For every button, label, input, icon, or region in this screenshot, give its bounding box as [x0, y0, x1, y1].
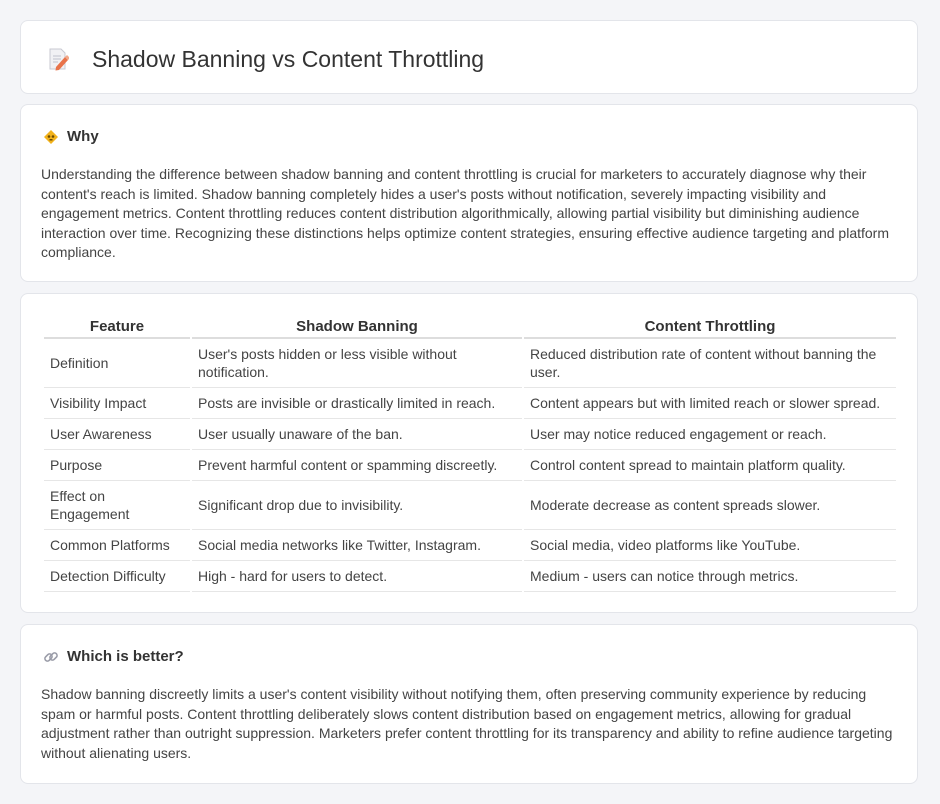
feature-cell: Detection Difficulty [44, 561, 190, 592]
shadow-banning-cell: Significant drop due to invisibility. [192, 481, 522, 530]
table-row [44, 481, 896, 530]
why-heading: Why [67, 128, 99, 145]
table-row [44, 419, 896, 450]
shadow-banning-cell: User's posts hidden or less visible without notification. [192, 339, 522, 388]
table-row [44, 530, 896, 561]
lightbulb-icon [43, 129, 59, 145]
column-header: Content Throttling [524, 316, 896, 339]
content-throttling-cell: Moderate decrease as content spreads slower. [524, 481, 896, 530]
table-header-row [44, 316, 896, 339]
content-throttling-cell: User may notice reduced engagement or reach. [524, 419, 896, 450]
table-row [44, 339, 896, 388]
shadow-banning-cell: High - hard for users to detect. [192, 561, 522, 592]
feature-cell: Common Platforms [44, 530, 190, 561]
comparison-table [42, 316, 898, 592]
title-card [20, 20, 918, 94]
table-row [44, 388, 896, 419]
which-is-better-heading: Which is better? [67, 648, 184, 665]
content-throttling-cell: Social media, video platforms like YouTube. [524, 530, 896, 561]
link-icon [43, 649, 59, 665]
content-throttling-cell: Medium - users can notice through metrics. [524, 561, 896, 592]
shadow-banning-cell: Posts are invisible or drastically limited in reach. [192, 388, 522, 419]
column-header: Shadow Banning [192, 316, 522, 339]
content-throttling-cell: Control content spread to maintain platform quality. [524, 450, 896, 481]
table-row [44, 561, 896, 592]
feature-cell: Definition [44, 339, 190, 388]
page-title: Shadow Banning vs Content Throttling [92, 46, 485, 72]
feature-cell: Effect on Engagement [44, 481, 190, 530]
which-is-better-text: Shadow banning discreetly limits a user's content visibility without notifying them, often preserving community experience by reducing spam or harmful posts. Content throttling deliberately slows content distribution based on engagement metrics, allowing for gradual adjustment rather than outright suppression. Marketers prefer content throttling for its transparency and ability to refine audience targeting without alienating users. [41, 686, 893, 761]
content-throttling-cell: Reduced distribution rate of content without banning the user. [524, 339, 896, 388]
why-text: Understanding the difference between shadow banning and content throttling is crucial for marketers to accurately diagnose why their content's reach is limited. Shadow banning completely hides a user's posts without notification, severely impacting visibility and engagement metrics. Content throttling reduces content distribution algorithmically, allowing partial visibility but diminishing audience interaction over time. Recognizing these distinctions helps optimize content strategies, ensuring effective audience targeting and platform compliance. [41, 166, 889, 261]
feature-cell: User Awareness [44, 419, 190, 450]
which-is-better-section [20, 624, 918, 784]
document-pencil-icon [47, 47, 69, 71]
comparison-section [20, 293, 918, 613]
why-section [20, 104, 918, 282]
feature-cell: Visibility Impact [44, 388, 190, 419]
table-row [44, 450, 896, 481]
column-header: Feature [44, 316, 190, 339]
shadow-banning-cell: Social media networks like Twitter, Instagram. [192, 530, 522, 561]
shadow-banning-cell: Prevent harmful content or spamming discreetly. [192, 450, 522, 481]
shadow-banning-cell: User usually unaware of the ban. [192, 419, 522, 450]
feature-cell: Purpose [44, 450, 190, 481]
content-throttling-cell: Content appears but with limited reach or slower spread. [524, 388, 896, 419]
